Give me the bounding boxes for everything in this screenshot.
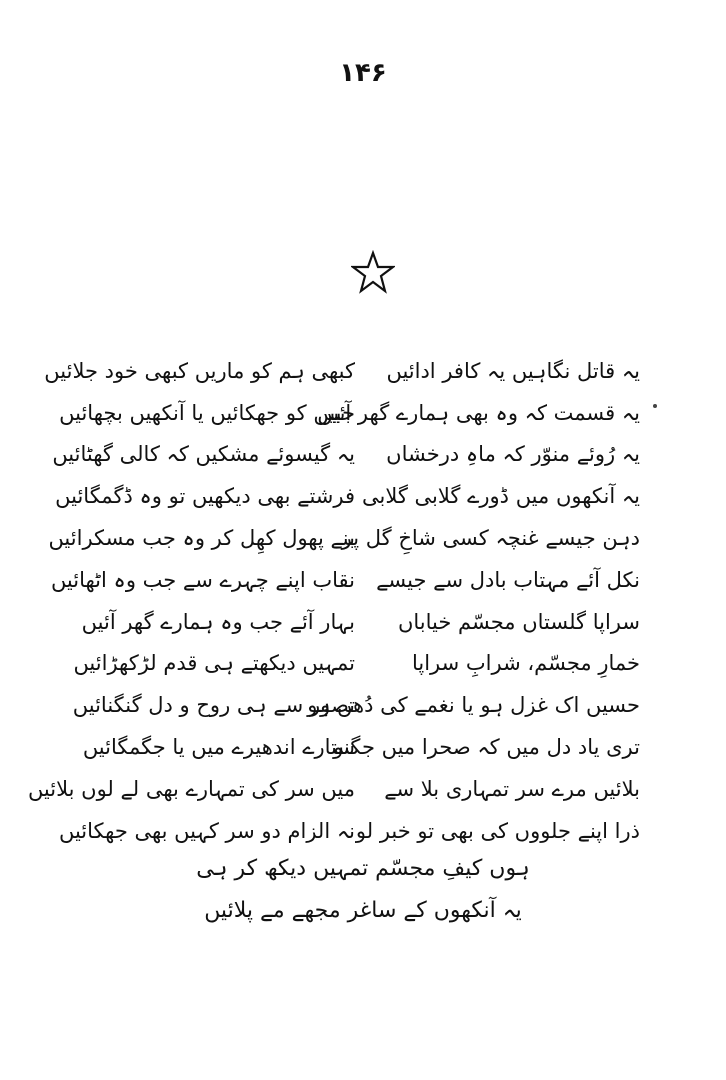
couplet bbox=[50, 559, 640, 601]
misra-left: تمہیں دیکھتے ہی قدم لڑکھڑائیں bbox=[73, 651, 355, 676]
couplet bbox=[48, 517, 640, 559]
misra-right: یہ رُوئے منوّر کہ ماہِ درخشاں bbox=[386, 442, 640, 467]
couplet bbox=[72, 684, 640, 726]
misra-left: ستارے اندھیرے میں یا جگمگائیں bbox=[82, 735, 355, 760]
closing-line: ہوں کیفِ مجسّم تمہیں دیکھ کر ہی bbox=[196, 856, 530, 881]
couplet bbox=[27, 768, 640, 810]
ink-speck bbox=[653, 404, 657, 408]
couplet bbox=[82, 726, 640, 768]
misra-right: یہ آنکھوں میں ڈورے گلابی گلابی bbox=[361, 484, 640, 509]
couplet bbox=[52, 434, 640, 476]
misra-right: سراپا گلستاں مجسّم خیاباں bbox=[397, 609, 640, 634]
misra-right: حسیں اک غزل ہو یا نغمے کی دُھن ہو bbox=[307, 693, 640, 718]
misra-right: خمارِ مجسّم، شرابِ سراپا bbox=[411, 651, 640, 676]
misra-left: تصور سے ہی روح و دل گنگنائیں bbox=[72, 693, 355, 718]
misra-right: ذرا اپنے جلووں کی بھی تو خبر لو bbox=[355, 818, 640, 843]
star-outline-icon bbox=[351, 250, 395, 294]
page-number: ۱۴۶ bbox=[339, 58, 387, 88]
couplet bbox=[73, 643, 640, 685]
misra-left: فرشتے بھی دیکھیں تو وہ ڈگمگائیں bbox=[55, 484, 355, 509]
couplet bbox=[55, 475, 640, 517]
misra-right: بلائیں مرے سر تمہاری بلا سے bbox=[384, 776, 640, 801]
misra-left: یہ گیسوئے مشکیں کہ کالی گھٹائیں bbox=[52, 442, 355, 467]
misra-left: نقاب اپنے چہرے سے جب وہ اٹھائیں bbox=[50, 567, 355, 592]
couplet bbox=[81, 601, 640, 643]
closing-couplet bbox=[0, 848, 726, 932]
couplet bbox=[59, 392, 640, 434]
couplet bbox=[58, 810, 640, 852]
couplet bbox=[44, 350, 640, 392]
misra-right: یہ قاتل نگاہیں یہ کافر ادائیں bbox=[386, 358, 640, 383]
misra-left: کبھی ہم کو ماریں کبھی خود جلائیں bbox=[44, 358, 355, 383]
misra-right: تری یاد دل میں کہ صحرا میں جگنو bbox=[333, 735, 640, 760]
misra-right: یہ قسمت کہ وہ بھی ہمارے گھر آئیں bbox=[317, 400, 640, 425]
misra-right: نکل آئے مہتاب بادل سے جیسے bbox=[376, 567, 640, 592]
closing-line: یہ آنکھوں کے ساغر مجھے مے پلائیں bbox=[204, 898, 522, 923]
misra-left: نہ الزام دو سر کہیں بھی جھکائیں bbox=[58, 818, 355, 843]
misra-left: بہار آئے جب وہ ہمارے گھر آئیں bbox=[81, 609, 355, 634]
misra-right: دہن جیسے غنچہ کسی شاخِ گل پر bbox=[341, 526, 640, 551]
misra-left: میں سر کی تمہارے بھی لے لوں بلائیں bbox=[27, 776, 355, 801]
poem-body bbox=[27, 350, 640, 852]
misra-left: جبیں کو جھکائیں یا آنکھیں بچھائیں bbox=[59, 400, 355, 425]
misra-left: بنے پھول کھِل کر وہ جب مسکرائیں bbox=[48, 526, 355, 551]
